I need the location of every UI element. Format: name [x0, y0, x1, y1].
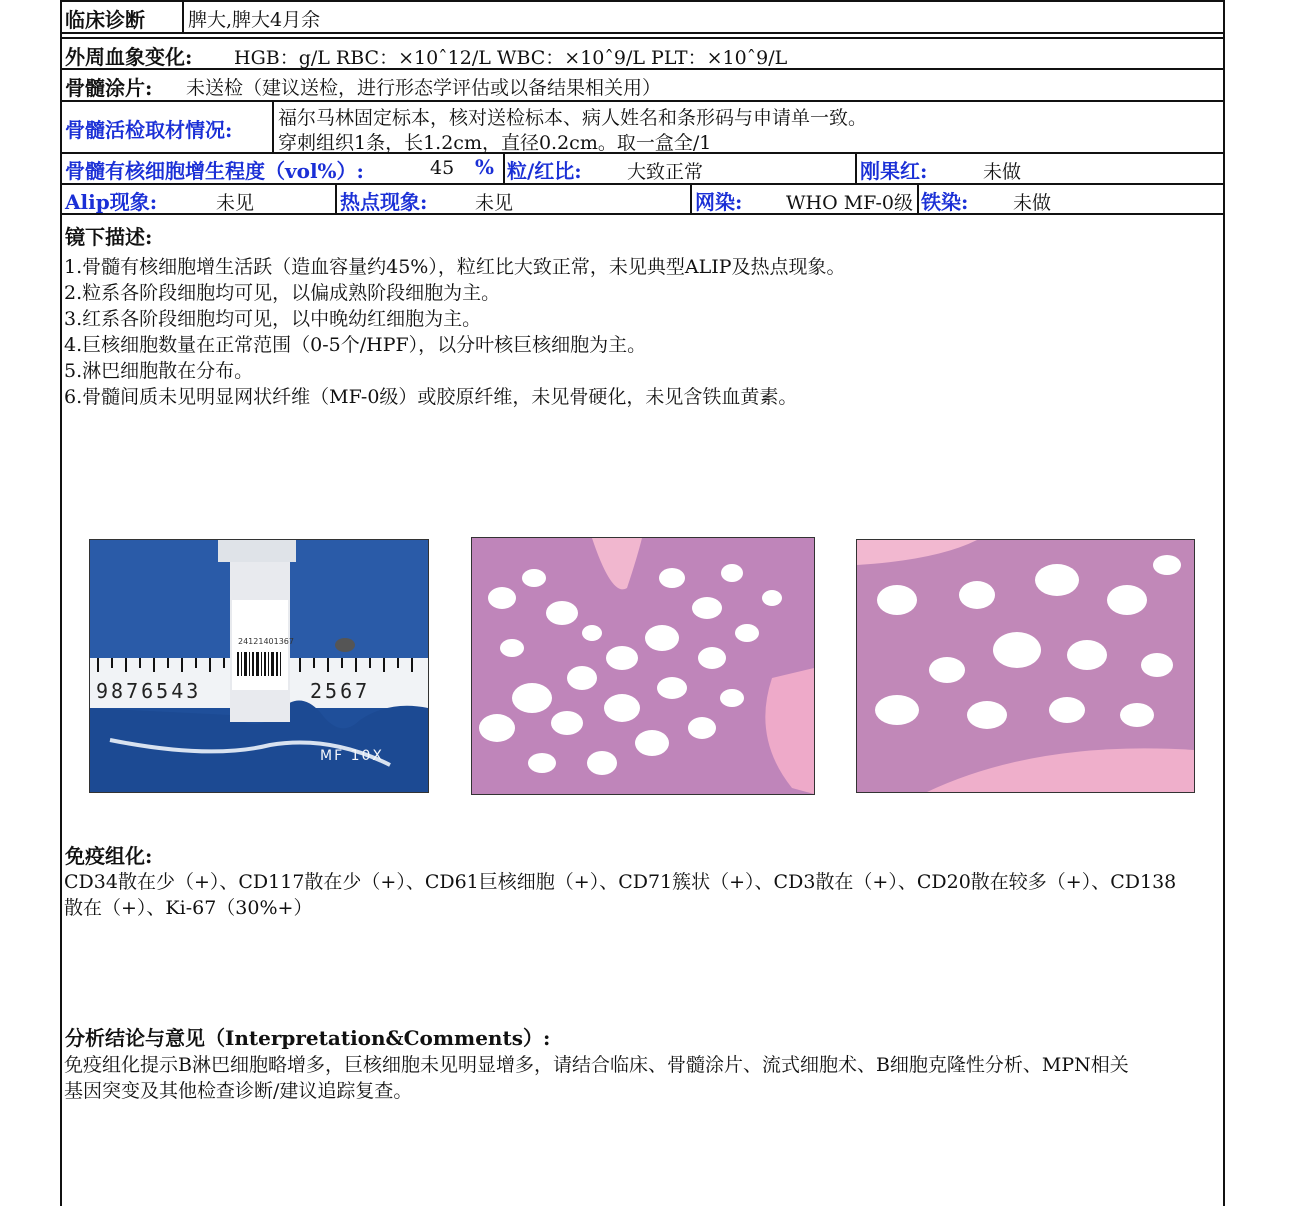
biopsy-sampling-line2: 穿刺组织1条，长1.2cm，直径0.2cm。取一盒全/1: [278, 132, 712, 154]
hotspot-label: 热点现象:: [340, 190, 428, 214]
peripheral-blood-label: 外周血象变化:: [65, 45, 193, 69]
cellularity-unit: %: [475, 155, 495, 179]
cellularity-label: 骨髓有核细胞增生程度（vol%）:: [65, 159, 364, 183]
congo-red-label: 刚果红:: [860, 159, 928, 183]
biopsy-sampling-label: 骨髓活检取材情况:: [65, 118, 233, 142]
cell-divider: [182, 0, 184, 32]
conclusion-line1: 免疫组化提示B淋巴细胞略增多，巨核细胞未见明显增多，请结合临床、骨髓涂片、流式细胞术、B细胞克隆性分析、MPN相关: [64, 1054, 1129, 1076]
cell-divider: [272, 100, 274, 152]
ihc-line1: CD34散在少（+）、CD117散在少（+）、CD61巨核细胞（+）、CD71簇状（+）、CD3散在（+）、CD20散在较多（+）、CD138: [64, 871, 1177, 893]
alip-label: Alip现象:: [65, 190, 158, 214]
tube-barcode-text: 24121401367: [238, 637, 294, 646]
cellularity-value: 45: [430, 157, 455, 179]
microscopy-item: 6.骨髓间质未见明显网状纤维（MF-0级）或胶原纤维，未见骨硬化，未见含铁血黄素。: [64, 386, 798, 408]
microscopy-item: 2.粒系各阶段细胞均可见，以偏成熟阶段细胞为主。: [64, 282, 501, 304]
cell-divider: [917, 183, 919, 213]
ihc-title: 免疫组化:: [65, 844, 153, 868]
microscopy-title: 镜下描述:: [65, 225, 153, 249]
clinical-diagnosis-label: 临床诊断: [65, 8, 145, 32]
row-divider: [60, 32, 1225, 34]
microscopy-list: [64, 254, 846, 410]
iron-stain-value: 未做: [1013, 192, 1052, 214]
clinical-diagnosis-value: 脾大,脾大4月余: [188, 9, 321, 31]
hotspot-value: 未见: [475, 192, 514, 214]
he-photo-low-power: [471, 537, 815, 795]
frame-left: [60, 0, 62, 1206]
ruler-digits: 9876543: [96, 679, 202, 703]
reticulin-value: WHO MF-0级: [786, 192, 914, 214]
biopsy-sampling-line1: 福尔马林固定标本，核对送检标本、病人姓名和条形码与申请单一致。: [278, 107, 868, 129]
he-photo-high-power: [856, 539, 1195, 793]
microscopy-item: 4.巨核细胞数量在正常范围（0-5个/HPF），以分叶核巨核细胞为主。: [64, 334, 647, 356]
bone-marrow-smear-value: 未送检（建议送检，进行形态学评估或以备结果相关用）: [186, 77, 662, 99]
microscopy-item: 5.淋巴细胞散在分布。: [64, 360, 254, 382]
peripheral-blood-value: HGB：g/L RBC：×10ˆ12/L WBC：×10ˆ9/L PLT：×10ˆ9/L: [234, 47, 788, 69]
cell-divider: [690, 183, 692, 213]
ratio-value: 大致正常: [627, 161, 704, 183]
cell-divider: [335, 183, 337, 213]
row-divider: [60, 100, 1225, 102]
cell-divider: [855, 152, 857, 183]
bone-marrow-smear-label: 骨髓涂片:: [65, 76, 153, 100]
microscopy-item: 3.红系各阶段细胞均可见，以中晚幼红细胞为主。: [64, 308, 482, 330]
frame-right: [1223, 0, 1225, 1206]
magnification-label: MF 10X: [320, 748, 384, 764]
microscopy-item: 1.骨髓有核细胞增生活跃（造血容量约45%），粒红比大致正常，未见典型ALIP及热点现象。: [64, 256, 846, 278]
ihc-line2: 散在（+）、Ki-67（30%+）: [64, 897, 313, 919]
iron-stain-label: 铁染:: [921, 190, 969, 214]
reticulin-label: 网染:: [695, 190, 743, 214]
cell-divider: [503, 152, 505, 183]
row-divider: [60, 37, 1225, 39]
ruler-digits-right: 2567: [310, 679, 371, 703]
specimen-photo: [89, 539, 429, 793]
conclusion-title: 分析结论与意见（Interpretation&Comments）:: [65, 1026, 551, 1050]
alip-value: 未见: [216, 192, 255, 214]
frame-top: [60, 0, 1225, 2]
ratio-label: 粒/红比:: [507, 159, 582, 183]
congo-red-value: 未做: [983, 161, 1022, 183]
conclusion-line2: 基因突变及其他检查诊断/建议追踪复查。: [64, 1080, 413, 1102]
